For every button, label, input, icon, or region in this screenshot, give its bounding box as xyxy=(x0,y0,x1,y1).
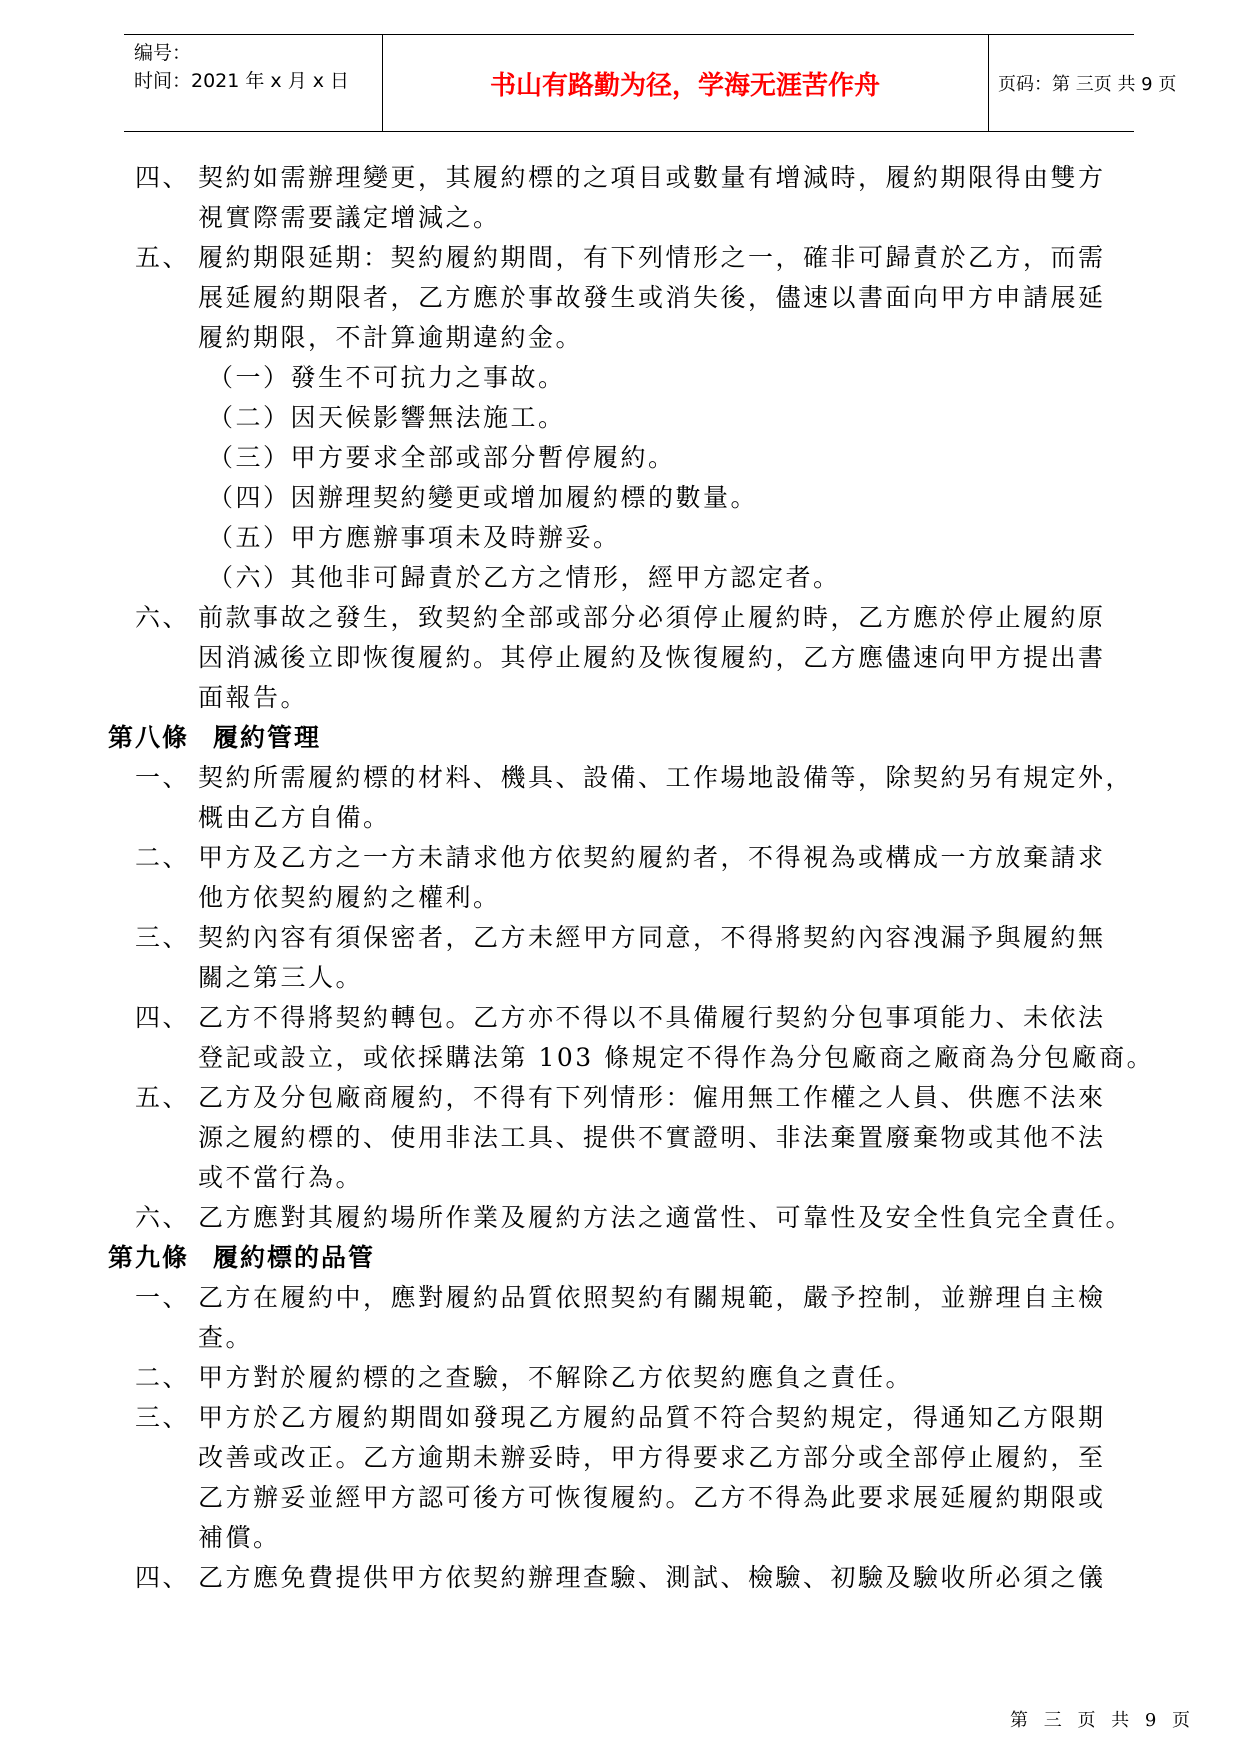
clause-number: 二、 xyxy=(135,1363,191,1392)
clause-text-line: 或不當行為。 xyxy=(198,1163,364,1192)
clause-text-line: 前款事故之發生，致契約全部或部分必須停止履約時，乙方應於停止履約原 xyxy=(198,603,1106,632)
clause-text-line: 履約期限延期：契約履約期間，有下列情形之一，確非可歸責於乙方，而需 xyxy=(198,243,1106,272)
clause-number: 一、 xyxy=(135,763,191,792)
clause-item xyxy=(0,1398,1241,1558)
clause-item xyxy=(0,918,1241,998)
clause-text-line: 改善或改正。乙方逾期未辦妥時，甲方得要求乙方部分或全部停止履約，至 xyxy=(198,1443,1106,1472)
clause-number: 二、 xyxy=(135,843,191,872)
clause-number: 六、 xyxy=(135,1203,191,1232)
article-title: 履約標的品管 xyxy=(213,1243,376,1272)
header-motto: 书山有路勤为径，学海无涯苦作舟 xyxy=(489,70,880,101)
document-number-label: 编号： xyxy=(134,42,192,64)
clause-item xyxy=(0,1078,1241,1198)
clause-number: 六、 xyxy=(135,603,191,632)
clause-item xyxy=(0,758,1241,838)
clause-item xyxy=(0,838,1241,918)
article-heading xyxy=(0,1238,1241,1278)
clause-text-line: 契約內容有須保密者，乙方未經甲方同意，不得將契約內容洩漏予與履約無 xyxy=(198,923,1106,952)
clause-item xyxy=(0,1358,1241,1398)
clause-text-line: 面報告。 xyxy=(198,683,309,712)
header-meta xyxy=(134,39,384,95)
clause-text-line: 關之第三人。 xyxy=(198,963,364,992)
clause-text-line: 登記或設立，或依採購法第 103 條規定不得作為分包廠商之廠商為分包廠商。 xyxy=(198,1043,1155,1072)
article-heading xyxy=(0,718,1241,758)
sub-clause: （六）其他非可歸責於乙方之情形，經甲方認定者。 xyxy=(208,563,841,592)
clause-number: 三、 xyxy=(135,923,191,952)
clause-text-line: 乙方不得將契約轉包。乙方亦不得以不具備履行契約分包事項能力、未依法 xyxy=(198,1003,1106,1032)
clause-number: 三、 xyxy=(135,1403,191,1432)
sub-clause: （三）甲方要求全部或部分暫停履約。 xyxy=(208,443,676,472)
clause-item xyxy=(0,1278,1241,1358)
clause-number: 四、 xyxy=(135,1003,191,1032)
sub-clause: （四）因辦理契約變更或增加履約標的數量。 xyxy=(208,483,759,512)
clause-text-line: 視實際需要議定增減之。 xyxy=(198,203,501,232)
clause-item xyxy=(0,238,1241,358)
clause-number: 四、 xyxy=(135,163,191,192)
clause-item xyxy=(0,158,1241,238)
header-divider xyxy=(988,35,989,131)
clause-text-line: 補償。 xyxy=(198,1523,281,1552)
clause-number: 五、 xyxy=(135,243,191,272)
clause-text-line: 因消滅後立即恢復履約。其停止履約及恢復履約，乙方應儘速向甲方提出書 xyxy=(198,643,1106,672)
header-page-number: 页码：第 三页 共 9 页 xyxy=(998,74,1177,95)
document-date: 时间：2021 年 x 月 x 日 xyxy=(134,70,350,92)
clause-text-line: 乙方及分包廠商履約，不得有下列情形：僱用無工作權之人員、供應不法來 xyxy=(198,1083,1106,1112)
clause-text-line: 乙方應免費提供甲方依契約辦理查驗、測試、檢驗、初驗及驗收所必須之儀 xyxy=(198,1563,1106,1592)
article-title: 履約管理 xyxy=(213,723,322,752)
page-footer: 第 三 页 共 9 页 xyxy=(1010,1710,1196,1731)
clause-text-line: 查。 xyxy=(198,1323,254,1352)
clause-item xyxy=(0,598,1241,718)
clause-text-line: 契約如需辦理變更，其履約標的之項目或數量有增減時，履約期限得由雙方 xyxy=(198,163,1106,192)
clause-text-line: 甲方對於履約標的之查驗，不解除乙方依契約應負之責任。 xyxy=(198,1363,914,1392)
clause-item xyxy=(0,1558,1241,1598)
article-number: 第九條 xyxy=(108,1243,190,1272)
clause-text-line: 他方依契約履約之權利。 xyxy=(198,883,501,912)
article-number: 第八條 xyxy=(108,723,190,752)
clause-item xyxy=(0,1198,1241,1238)
clause-item xyxy=(0,998,1241,1078)
clause-text-line: 概由乙方自備。 xyxy=(198,803,391,832)
clause-number: 四、 xyxy=(135,1563,191,1592)
page-header xyxy=(124,34,1177,132)
sub-clause: （一）發生不可抗力之事故。 xyxy=(208,363,566,392)
clause-text-line: 契約所需履約標的材料、機具、設備、工作場地設備等，除契約另有規定外， xyxy=(198,763,1134,792)
clause-text-line: 乙方辦妥並經甲方認可後方可恢復履約。乙方不得為此要求展延履約期限或 xyxy=(198,1483,1106,1512)
document-body xyxy=(0,158,1241,1598)
clause-text-line: 源之履約標的、使用非法工具、提供不實證明、非法棄置廢棄物或其他不法 xyxy=(198,1123,1106,1152)
sub-clause: （五）甲方應辦事項未及時辦妥。 xyxy=(208,523,621,552)
clause-number: 五、 xyxy=(135,1083,191,1112)
clause-number: 一、 xyxy=(135,1283,191,1312)
clause-text-line: 甲方於乙方履約期間如發現乙方履約品質不符合契約規定，得通知乙方限期 xyxy=(198,1403,1106,1432)
clause-text-line: 履約期限，不計算逾期違約金。 xyxy=(198,323,584,352)
clause-text-line: 乙方應對其履約場所作業及履約方法之適當性、可靠性及安全性負完全責任。 xyxy=(198,1203,1134,1232)
clause-text-line: 展延履約期限者，乙方應於事故發生或消失後，儘速以書面向甲方申請展延 xyxy=(198,283,1106,312)
clause-text-line: 乙方在履約中，應對履約品質依照契約有關規範，嚴予控制，並辦理自主檢 xyxy=(198,1283,1106,1312)
clause-text-line: 甲方及乙方之一方未請求他方依契約履約者，不得視為或構成一方放棄請求 xyxy=(198,843,1106,872)
sub-clause: （二）因天候影響無法施工。 xyxy=(208,403,566,432)
